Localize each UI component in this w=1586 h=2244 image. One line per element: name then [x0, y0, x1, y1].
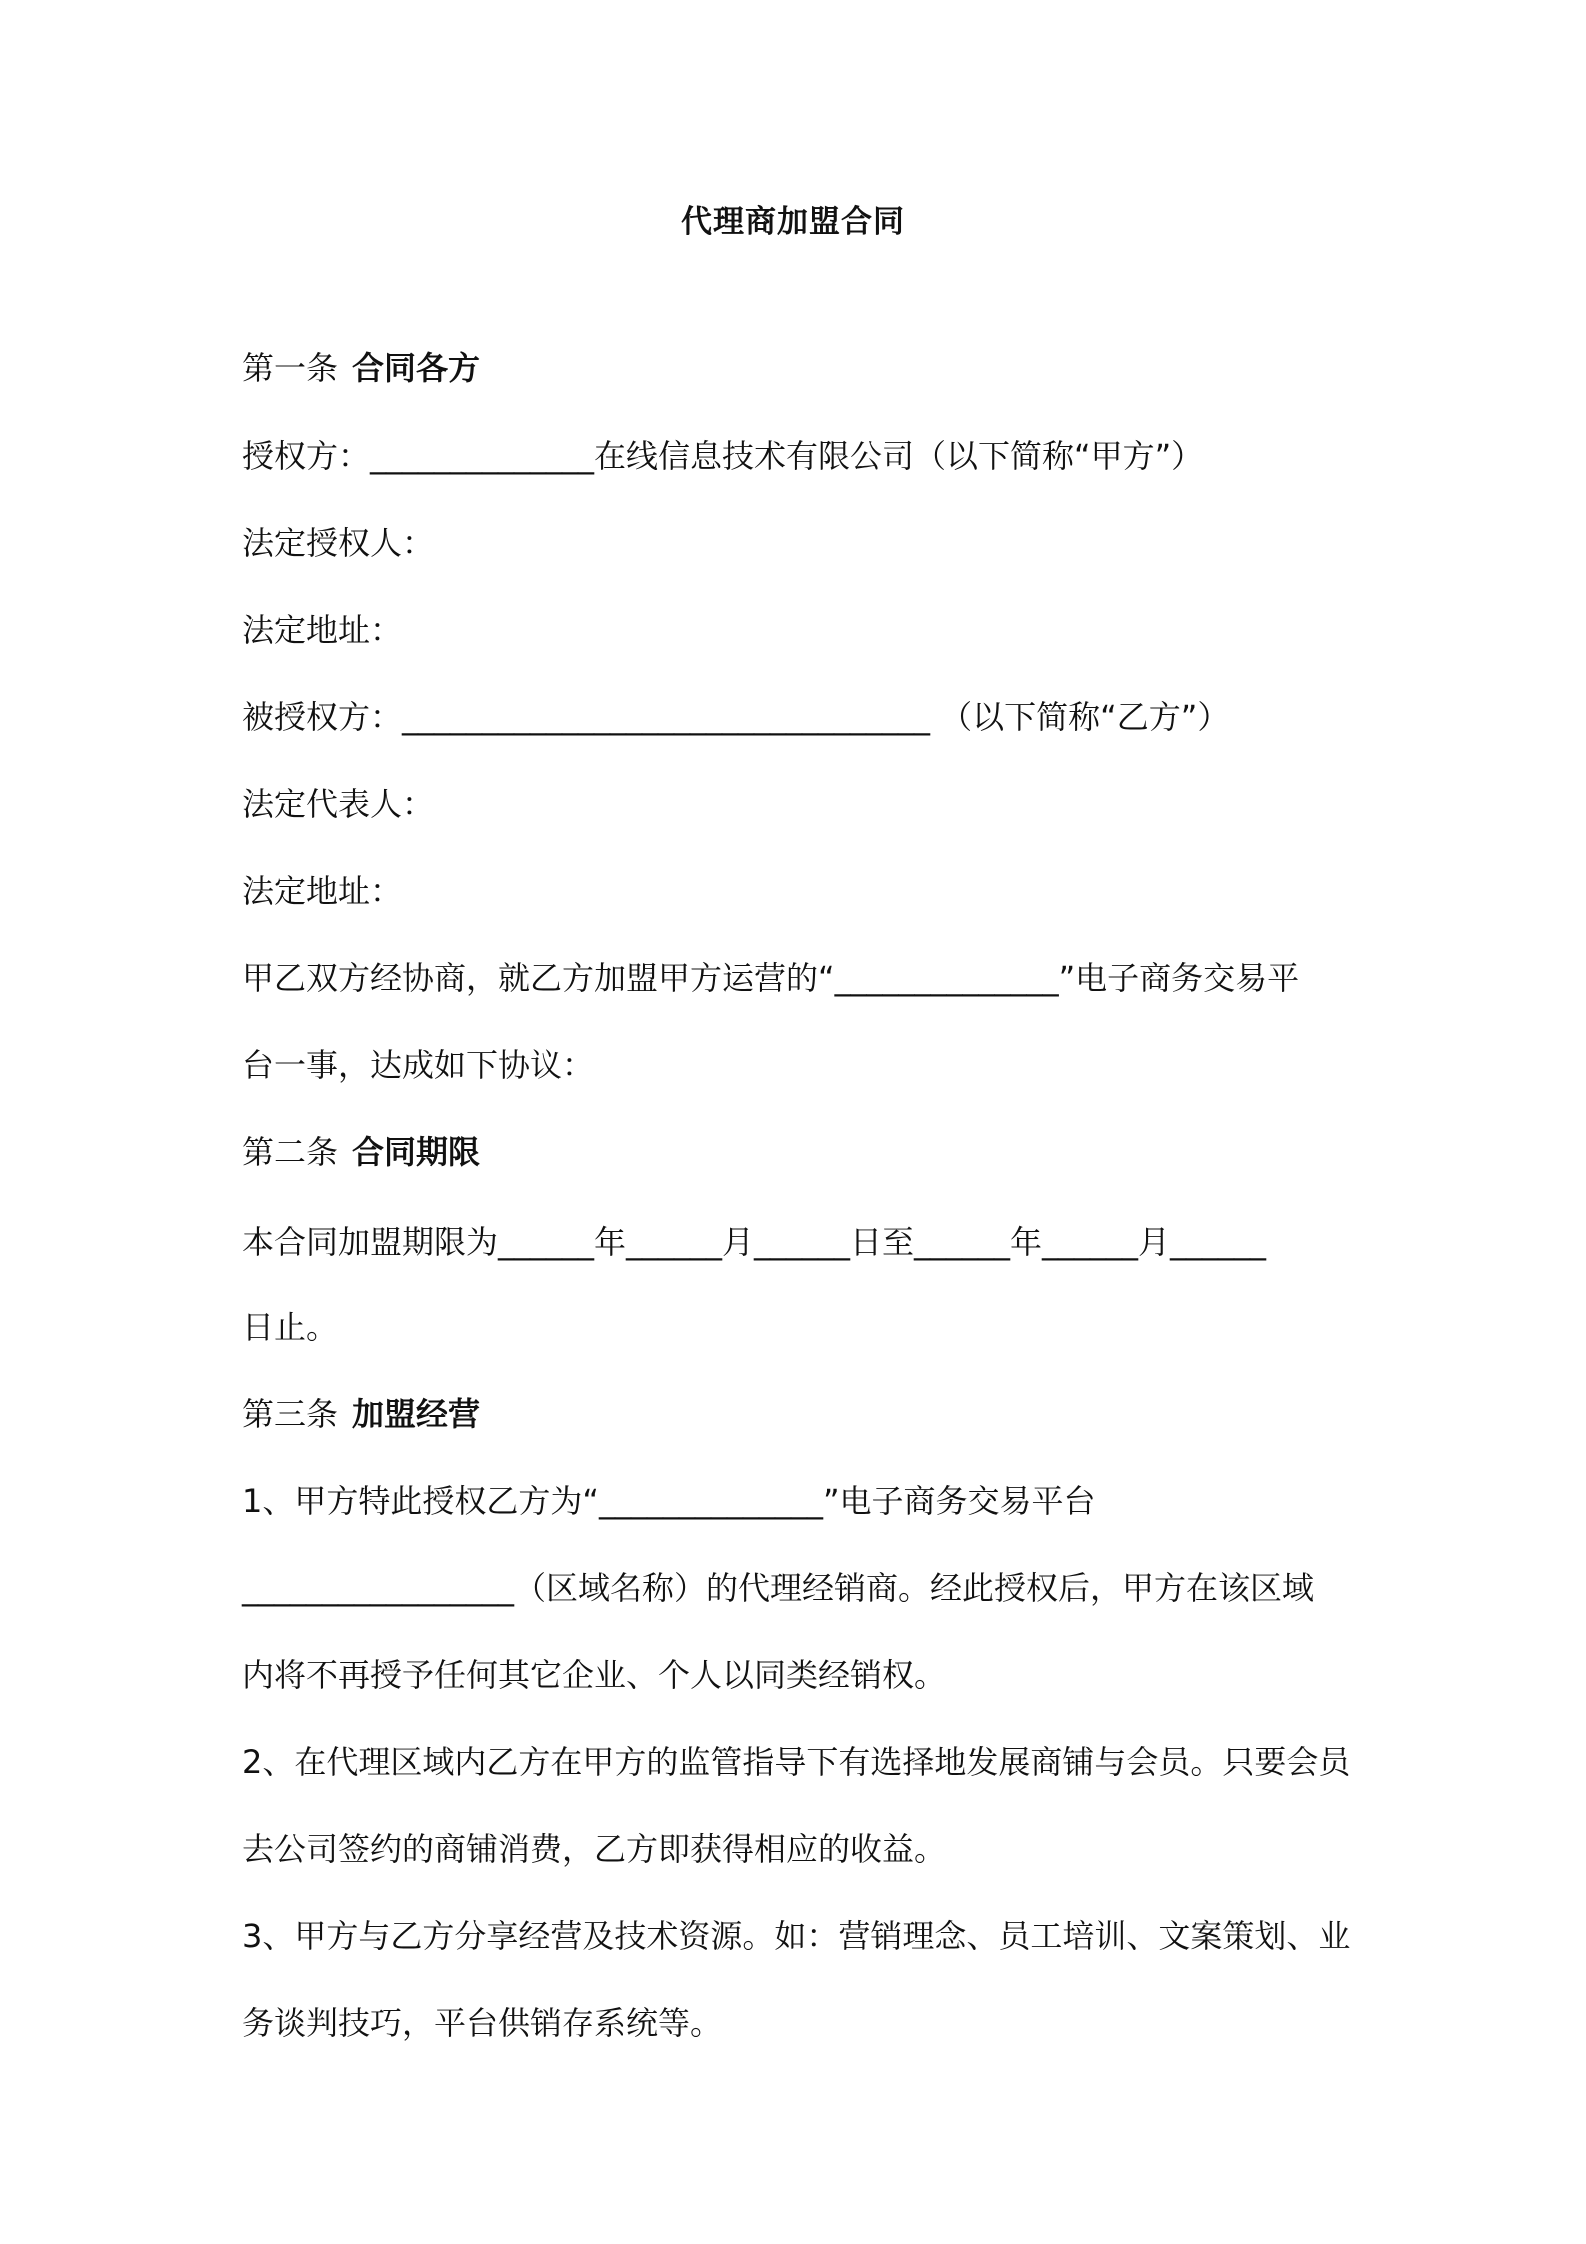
licensee-address-line: 法定地址： [242, 872, 403, 910]
article-3-number: 第三条 [242, 1395, 339, 1433]
licensor-authorized-person-line: 法定授权人： [242, 524, 435, 562]
article-1-number: 第一条 [242, 349, 339, 387]
licensee-line: 被授权方：_________________________________ （以下简称“乙方”） [242, 698, 1230, 736]
clause-3-line-1: 3、甲方与乙方分享经营及技术资源。如：营销理念、员工培训、文案策划、业 [242, 1917, 1351, 1955]
clause-1-line-3: 内将不再授予任何其它企业、个人以同类经销权。 [242, 1656, 947, 1694]
article-2-number: 第二条 [242, 1133, 339, 1171]
agreement-intro-line-1: 甲乙双方经协商，就乙方加盟甲方运营的“______________”电子商务交易平 [242, 959, 1300, 997]
article-2-name: 合同期限 [352, 1133, 481, 1171]
document-title: 代理商加盟合同 [681, 204, 905, 240]
term-line-1: 本合同加盟期限为______年______月______日至______年______月______ [242, 1223, 1267, 1261]
clause-1-line-2: _________________（区域名称）的代理经销商。经此授权后，甲方在该区域 [242, 1569, 1315, 1607]
term-line-2: 日止。 [242, 1308, 339, 1346]
article-1-name: 合同各方 [352, 349, 481, 387]
article-3-name: 加盟经营 [352, 1395, 481, 1433]
clause-2-line-1: 2、在代理区域内乙方在甲方的监管指导下有选择地发展商铺与会员。只要会员 [242, 1743, 1351, 1781]
article-1-heading [242, 348, 480, 388]
licensor-address-line: 法定地址： [242, 611, 403, 649]
clause-2-line-2: 去公司签约的商铺消费，乙方即获得相应的收益。 [242, 1830, 947, 1868]
licensor-line: 授权方：______________在线信息技术有限公司（以下简称“甲方”） [242, 437, 1204, 475]
agreement-intro-line-2: 台一事，达成如下协议： [242, 1046, 595, 1084]
clause-1-line-1: 1、甲方特此授权乙方为“______________”电子商务交易平台 [242, 1482, 1096, 1520]
article-3-heading [242, 1394, 480, 1434]
article-2-heading [242, 1132, 480, 1172]
licensee-representative-line: 法定代表人： [242, 785, 435, 823]
clause-3-line-2: 务谈判技巧，平台供销存系统等。 [242, 2004, 723, 2042]
